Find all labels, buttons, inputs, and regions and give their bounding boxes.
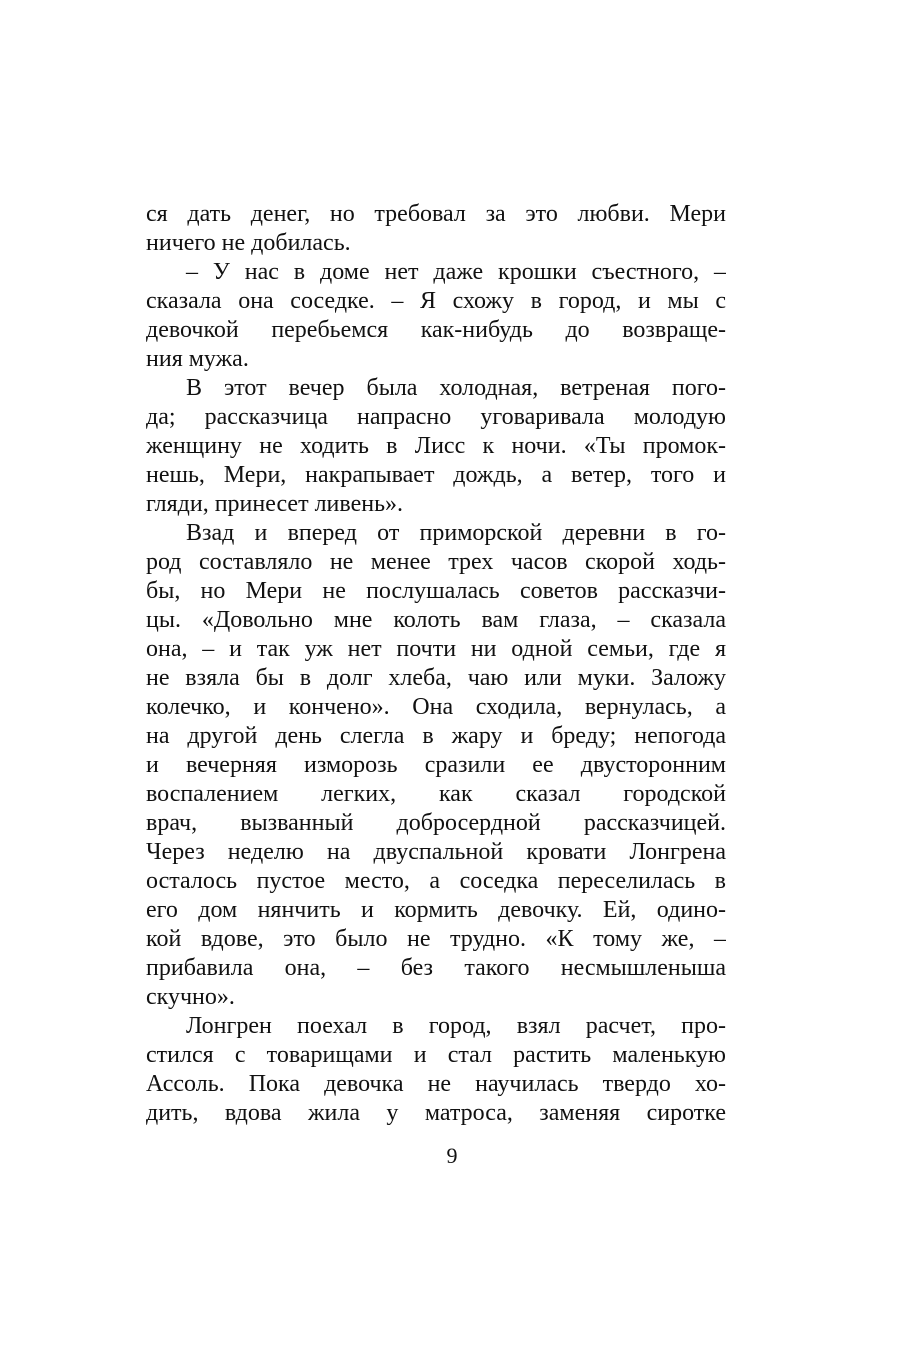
text-line: нешь, Мери, накрапывает дождь, а ветер, того и <box>146 462 726 488</box>
text-line: женщину не ходить в Лисс к ночи. «Ты промок- <box>146 433 726 459</box>
text-line: скучно». <box>146 984 235 1010</box>
page-number: 9 <box>446 1143 458 1168</box>
body-text <box>146 200 726 1128</box>
text-line: и вечерняя изморозь сразили ее двусторонним <box>146 752 726 778</box>
text-line: ся дать денег, но требовал за это любви. Мери <box>146 201 726 227</box>
text-line: да; рассказчица напрасно уговаривала молодую <box>146 404 726 430</box>
text-line: Лонгрен поехал в город, взял расчет, про- <box>186 1013 726 1039</box>
text-line: прибавила она, – без такого несмышленыша <box>146 955 726 981</box>
text-line: – У нас в доме нет даже крошки съестного, – <box>186 259 726 285</box>
text-line: Через неделю на двуспальной кровати Лонгрена <box>146 839 726 865</box>
text-line: ничего не добилась. <box>146 230 351 256</box>
text-line: цы. «Довольно мне колоть вам глаза, – сказала <box>146 607 726 633</box>
text-line: на другой день слегла в жару и бреду; непогода <box>146 723 726 749</box>
text-line: она, – и так уж нет почти ни одной семьи, где я <box>146 636 726 662</box>
text-line: бы, но Мери не послушалась советов рассказчи- <box>146 578 726 604</box>
text-line: стился с товарищами и стал растить маленькую <box>146 1042 726 1068</box>
text-line: Взад и вперед от приморской деревни в го- <box>186 520 726 546</box>
text-line: не взяла бы в долг хлеба, чаю или муки. Заложу <box>146 665 726 691</box>
text-line: воспалением легких, как сказал городской <box>146 781 726 807</box>
text-line: род составляло не менее трех часов скорой ходь- <box>146 549 726 575</box>
text-line: дить, вдова жила у матроса, заменяя сиротке <box>146 1100 726 1126</box>
text-line: Ассоль. Пока девочка не научилась твердо хо- <box>146 1071 726 1097</box>
text-line: сказала она соседке. – Я схожу в город, и мы с <box>146 288 726 314</box>
text-line: В этот вечер была холодная, ветреная пого- <box>186 375 726 401</box>
text-line: ния мужа. <box>146 346 249 372</box>
text-line: девочкой перебьемся как-нибудь до возвраще- <box>146 317 726 343</box>
text-line: гляди, принесет ливень». <box>146 491 404 517</box>
text-line: кой вдове, это было не трудно. «К тому же, – <box>146 926 726 952</box>
text-line: осталось пустое место, а соседка переселилась в <box>146 868 726 894</box>
text-line: колечко, и кончено». Она сходила, вернулась, а <box>146 694 726 720</box>
text-line: врач, вызванный добросердной рассказчицей. <box>146 810 726 836</box>
text-line: его дом нянчить и кормить девочку. Ей, одино- <box>146 897 726 923</box>
